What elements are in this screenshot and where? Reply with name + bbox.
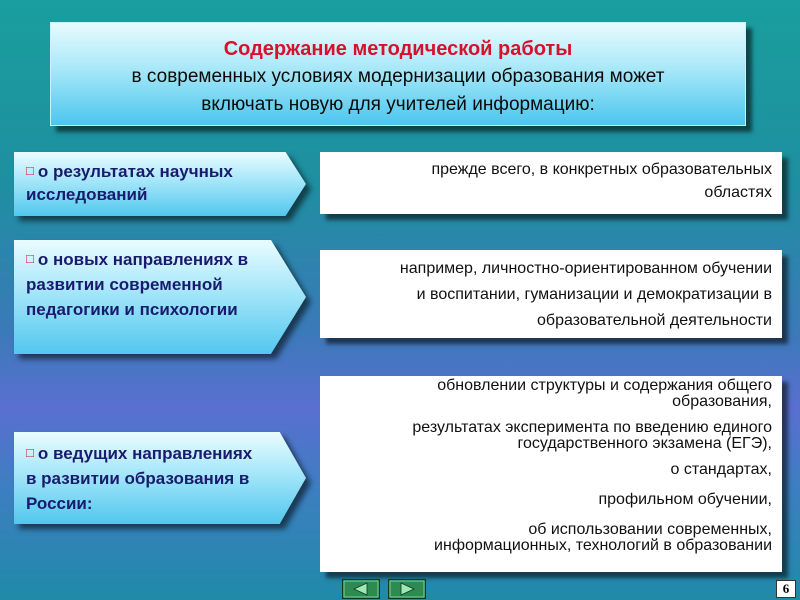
title-panel [50,22,746,126]
square-bullet-icon: □ [26,251,34,266]
detail-line: например, личностно-ориентированном обучении [399,260,772,277]
page-number: 6 [776,580,796,598]
next-slide-button[interactable] [388,579,426,599]
square-bullet-icon: □ [26,445,34,460]
topic-arrow-pedagogy [14,240,306,354]
detail-line: и воспитании, гуманизации и демократизации в [416,286,772,303]
triangle-right-icon [389,580,425,598]
slide-title: Содержание методической работы [223,38,573,60]
topic-label-line: о новых направлениях в [37,250,249,269]
topic-label-line: России: [26,494,93,513]
slide-subtitle-line-1: в современных условиях модернизации образования может [131,66,665,87]
topic-arrow-russia [14,432,306,524]
square-bullet-icon: □ [26,163,34,178]
detail-line: информационных, технологий в образовании [434,537,772,554]
slide-subtitle-line-2: включать новую для учителей информацию: [201,94,595,115]
prev-slide-button[interactable] [342,579,380,599]
detail-line: образовательной деятельности [537,312,772,329]
topic-arrow-research [14,152,306,216]
detail-line: о стандартах, [670,461,772,478]
detail-line: об использовании современных, [528,521,772,538]
triangle-left-icon [343,580,379,598]
detail-line: прежде всего, в конкретных образовательных [431,161,772,178]
detail-line: обновлении структуры и содержания общего [437,377,772,394]
detail-line: результатах эксперимента по введению единого [412,419,772,436]
detail-line: областях [704,184,772,201]
detail-line: образования, [672,393,772,410]
topic-label-line: в развитии образования в [26,469,250,488]
topic-label-line: о результатах научных [37,162,233,181]
topic-label-line: развитии современной [26,275,223,294]
detail-box-russia [320,376,782,572]
detail-line: профильном обучении, [598,491,772,508]
detail-box-research [320,152,782,214]
detail-box-pedagogy [320,250,782,338]
detail-line: государственного экзамена (ЕГЭ), [517,435,772,452]
topic-label-line: о ведущих направлениях [37,444,253,463]
topic-label-line: исследований [26,185,148,204]
topic-label-line: педагогики и психологии [26,300,238,319]
